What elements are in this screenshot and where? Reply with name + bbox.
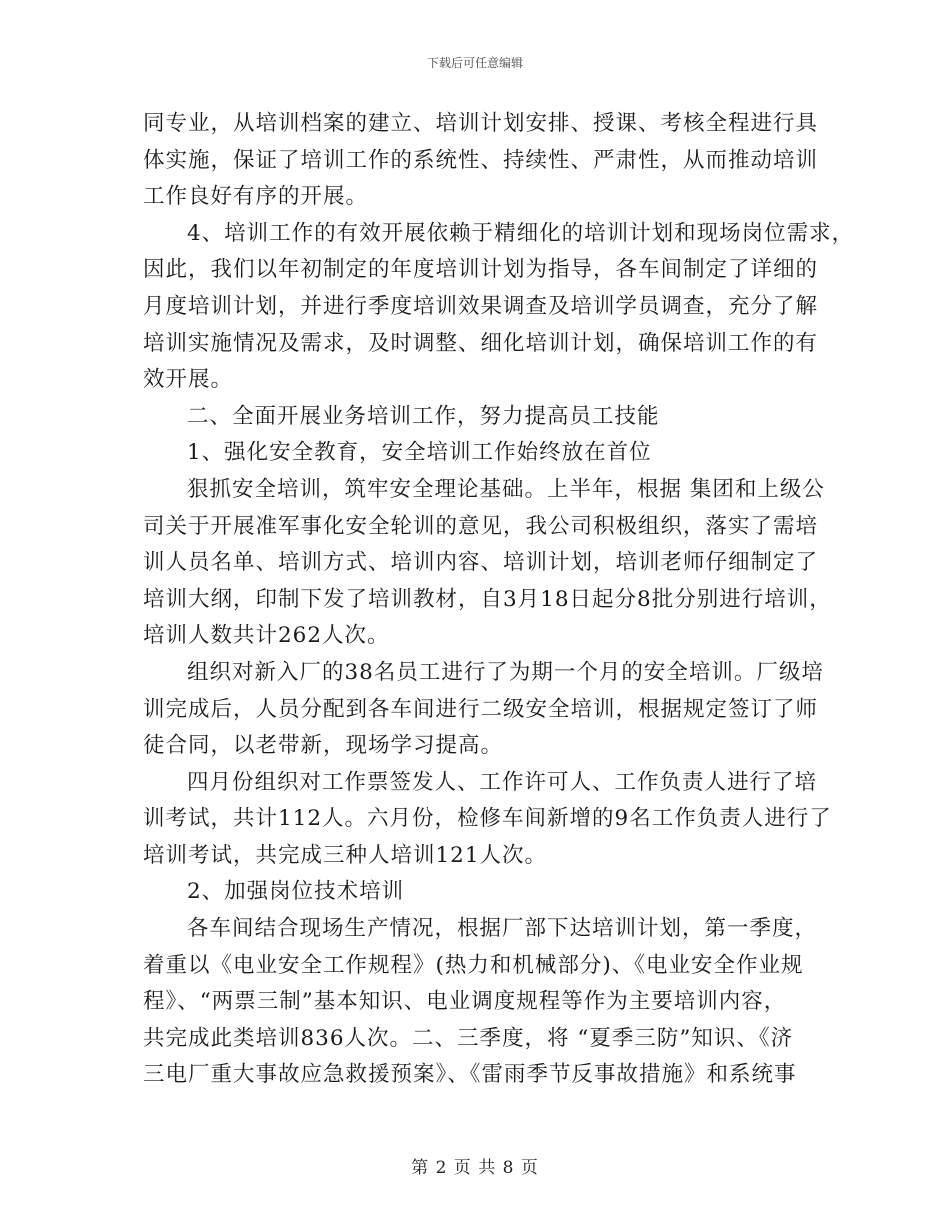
text-line: 训完成后，人员分配到各车间进行二级安全培训，根据规定签订了师: [143, 696, 819, 722]
text-line: 效开展。: [143, 367, 234, 393]
text-line: 共完成此类培训836人次。二、三季度，将 “夏季三防”知识、《济: [143, 1025, 794, 1051]
subsection-heading: 1、强化安全教育，安全培训工作始终放在首位: [187, 440, 652, 466]
text-line: 培训实施情况及需求，及时调整、细化培训计划，确保培训工作的有: [143, 330, 819, 356]
text-line: 因此，我们以年初制定的年度培训计划为指导，各车间制定了详细的: [143, 257, 819, 283]
paragraph-start: 各车间结合现场生产情况，根据厂部下达培训计划，第一季度，: [187, 916, 818, 942]
text-line: 三电厂重大事故应急救援预案》、《雷雨季节反事故措施》和系统事: [143, 1062, 797, 1088]
section-heading: 二、全面开展业务培训工作，努力提高员工技能: [187, 403, 660, 429]
page-footer: 第 2 页 共 8 页: [411, 1158, 539, 1178]
subsection-heading: 2、加强岗位技术培训: [187, 879, 405, 905]
text-line: 徒合同，以老带新，现场学习提高。: [143, 733, 504, 759]
paragraph-start: 四月份组织对工作票签发人、工作许可人、工作负责人进行了培: [187, 769, 818, 795]
text-line: 程》、“两票三制”基本知识、电业调度规程等作为主要培训内容，: [143, 989, 787, 1015]
text-line: 司关于开展准军事化安全轮训的意见，我公司积极组织，落实了需培: [143, 513, 819, 539]
document-body: [143, 106, 855, 1094]
paragraph-start: 狠抓安全培训，筑牢安全理论基础。上半年，根据 集团和上级公: [187, 476, 825, 502]
text-line: 培训考试，共完成三种人培训121人次。: [143, 842, 548, 868]
text-line: 培训大纲，印制下发了培训教材，自3月18日起分8批分别进行培训，: [143, 586, 832, 612]
text-line: 工作良好有序的开展。: [143, 184, 369, 210]
paragraph-start: 4、培训工作的有效开展依赖于精细化的培训计划和现场岗位需求，: [187, 220, 855, 246]
text-line: 体实施，保证了培训工作的系统性、持续性、严肃性，从而推动培训: [143, 147, 819, 173]
paragraph-start: 组织对新入厂的38名员工进行了为期一个月的安全培训。厂级培: [187, 659, 824, 685]
text-line: 月度培训计划，并进行季度培训效果调查及培训学员调查，充分了解: [143, 293, 819, 319]
text-line: 培训人数共计262人次。: [143, 623, 390, 649]
text-line: 同专业，从培训档案的建立、培训计划安排、授课、考核全程进行具: [143, 111, 819, 136]
text-line: 训考试，共计112人。六月份，检修车间新增的9名工作负责人进行了: [143, 806, 832, 832]
text-line: 训人员名单、培训方式、培训内容、培训计划，培训老师仔细制定了: [143, 550, 819, 576]
text-line: 着重以《电业安全工作规程》(热力和机械部分)、《电业安全作业规: [143, 952, 804, 978]
page-header: 下载后可任意编辑: [426, 56, 523, 70]
